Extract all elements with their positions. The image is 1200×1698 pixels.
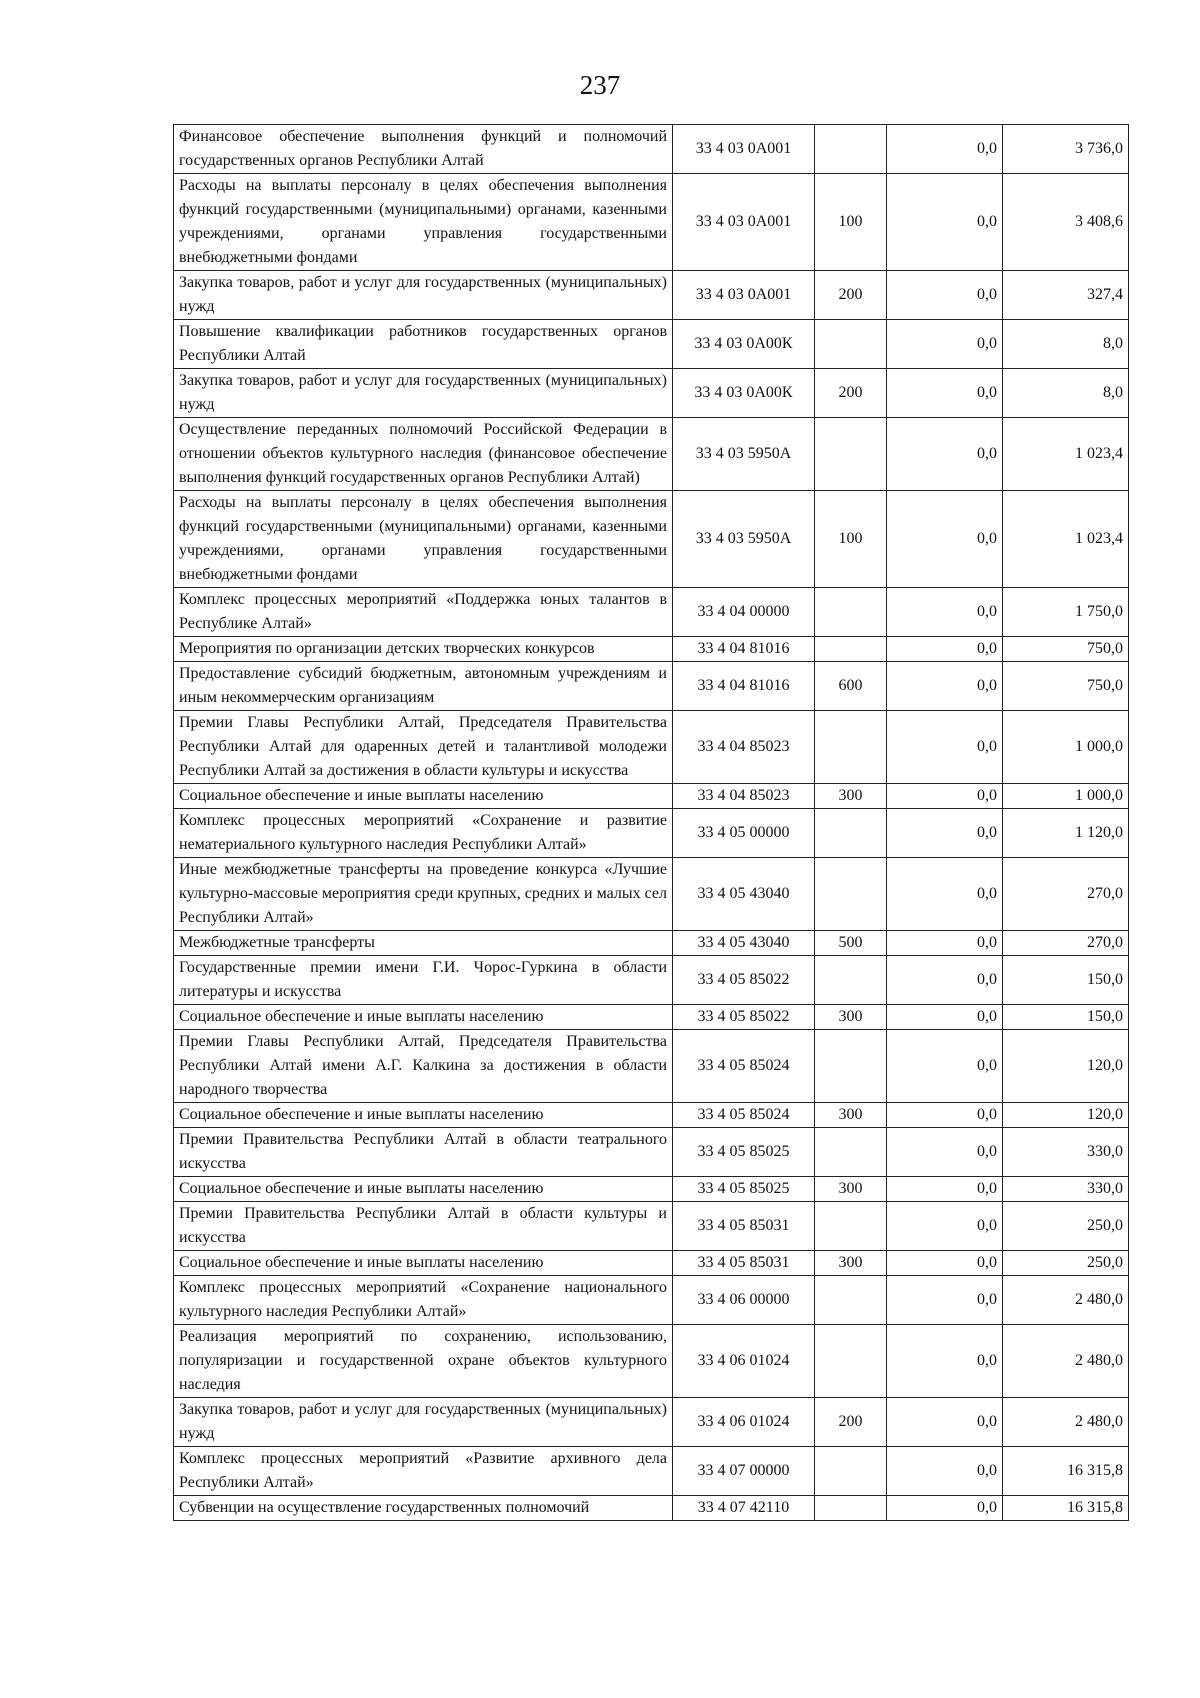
expense-type-cell <box>815 1325 887 1398</box>
target-code-cell: 33 4 04 81016 <box>673 637 815 662</box>
page-number: 237 <box>579 70 621 100</box>
amount-1-cell: 0,0 <box>887 271 1003 320</box>
expense-type-cell <box>815 418 887 491</box>
budget-table-body <box>174 125 1129 1521</box>
expense-name-cell: Повышение квалификации работников государственных органов Республики Алтай <box>174 320 673 369</box>
amount-2-cell: 1 120,0 <box>1003 809 1129 858</box>
expense-name-cell: Расходы на выплаты персоналу в целях обеспечения выполнения функций государственными (муниципальными) органами, казенными учреждениями, органами управления государственными внебюджетными фондами <box>174 174 673 271</box>
amount-2-cell: 3 736,0 <box>1003 125 1129 174</box>
target-code-cell: 33 4 05 85025 <box>673 1177 815 1202</box>
amount-1-cell: 0,0 <box>887 1202 1003 1251</box>
target-code-cell: 33 4 06 00000 <box>673 1276 815 1325</box>
table-row <box>174 956 1129 1005</box>
amount-1-cell: 0,0 <box>887 637 1003 662</box>
table-row <box>174 858 1129 931</box>
target-code-cell: 33 4 05 43040 <box>673 931 815 956</box>
amount-2-cell: 8,0 <box>1003 369 1129 418</box>
table-row <box>174 662 1129 711</box>
target-code-cell: 33 4 05 85031 <box>673 1251 815 1276</box>
expense-name-cell: Закупка товаров, работ и услуг для государственных (муниципальных) нужд <box>174 271 673 320</box>
expense-type-cell: 300 <box>815 1103 887 1128</box>
amount-1-cell: 0,0 <box>887 491 1003 588</box>
expense-type-cell <box>815 956 887 1005</box>
expense-type-cell <box>815 1030 887 1103</box>
expense-type-cell: 300 <box>815 784 887 809</box>
expense-name-cell: Социальное обеспечение и иные выплаты населению <box>174 1251 673 1276</box>
expense-name-cell: Комплекс процессных мероприятий «Поддержка юных талантов в Республике Алтай» <box>174 588 673 637</box>
expense-name-cell: Субвенции на осуществление государственных полномочий <box>174 1496 673 1521</box>
target-code-cell: 33 4 03 0А00К <box>673 369 815 418</box>
amount-2-cell: 270,0 <box>1003 858 1129 931</box>
table-row <box>174 784 1129 809</box>
expense-type-cell: 500 <box>815 931 887 956</box>
table-row <box>174 1005 1129 1030</box>
expense-name-cell: Иные межбюджетные трансферты на проведение конкурса «Лучшие культурно-массовые мероприятия среди крупных, средних и малых сел Республики Алтай» <box>174 858 673 931</box>
target-code-cell: 33 4 04 81016 <box>673 662 815 711</box>
expense-type-cell <box>815 711 887 784</box>
table-row <box>174 1398 1129 1447</box>
amount-1-cell: 0,0 <box>887 1005 1003 1030</box>
amount-1-cell: 0,0 <box>887 1251 1003 1276</box>
expense-name-cell: Комплекс процессных мероприятий «Сохранение и развитие нематериального культурного наследия Республики Алтай» <box>174 809 673 858</box>
amount-1-cell: 0,0 <box>887 931 1003 956</box>
amount-2-cell: 250,0 <box>1003 1251 1129 1276</box>
table-row <box>174 1128 1129 1177</box>
expense-type-cell <box>815 637 887 662</box>
amount-1-cell: 0,0 <box>887 369 1003 418</box>
amount-2-cell: 1 023,4 <box>1003 491 1129 588</box>
expense-type-cell: 100 <box>815 174 887 271</box>
amount-1-cell: 0,0 <box>887 320 1003 369</box>
target-code-cell: 33 4 07 00000 <box>673 1447 815 1496</box>
amount-1-cell: 0,0 <box>887 662 1003 711</box>
table-row <box>174 931 1129 956</box>
table-row <box>174 125 1129 174</box>
amount-1-cell: 0,0 <box>887 1030 1003 1103</box>
table-row <box>174 1177 1129 1202</box>
table-row <box>174 809 1129 858</box>
target-code-cell: 33 4 05 85025 <box>673 1128 815 1177</box>
expense-name-cell: Комплекс процессных мероприятий «Сохранение национального культурного наследия Республики Алтай» <box>174 1276 673 1325</box>
target-code-cell: 33 4 05 85024 <box>673 1030 815 1103</box>
table-row <box>174 1030 1129 1103</box>
expense-name-cell: Финансовое обеспечение выполнения функций и полномочий государственных органов Республики Алтай <box>174 125 673 174</box>
table-row <box>174 1496 1129 1521</box>
amount-1-cell: 0,0 <box>887 1276 1003 1325</box>
expense-name-cell: Закупка товаров, работ и услуг для государственных (муниципальных) нужд <box>174 1398 673 1447</box>
table-row <box>174 1447 1129 1496</box>
table-row <box>174 1251 1129 1276</box>
amount-2-cell: 750,0 <box>1003 637 1129 662</box>
target-code-cell: 33 4 03 0А001 <box>673 174 815 271</box>
table-row <box>174 711 1129 784</box>
table-row <box>174 588 1129 637</box>
amount-2-cell: 150,0 <box>1003 1005 1129 1030</box>
target-code-cell: 33 4 05 85031 <box>673 1202 815 1251</box>
expense-type-cell: 100 <box>815 491 887 588</box>
target-code-cell: 33 4 04 00000 <box>673 588 815 637</box>
table-row <box>174 1103 1129 1128</box>
expense-type-cell: 200 <box>815 1398 887 1447</box>
amount-1-cell: 0,0 <box>887 1496 1003 1521</box>
amount-2-cell: 16 315,8 <box>1003 1447 1129 1496</box>
target-code-cell: 33 4 05 43040 <box>673 858 815 931</box>
amount-2-cell: 2 480,0 <box>1003 1325 1129 1398</box>
expense-name-cell: Расходы на выплаты персоналу в целях обеспечения выполнения функций государственными (муниципальными) органами, казенными учреждениями, органами управления государственными внебюджетными фондами <box>174 491 673 588</box>
expense-name-cell: Премии Правительства Республики Алтай в области театрального искусства <box>174 1128 673 1177</box>
expense-type-cell <box>815 1447 887 1496</box>
expense-name-cell: Мероприятия по организации детских творческих конкурсов <box>174 637 673 662</box>
expense-type-cell <box>815 858 887 931</box>
target-code-cell: 33 4 07 42110 <box>673 1496 815 1521</box>
amount-1-cell: 0,0 <box>887 956 1003 1005</box>
expense-type-cell: 300 <box>815 1005 887 1030</box>
expense-type-cell <box>815 1276 887 1325</box>
amount-1-cell: 0,0 <box>887 711 1003 784</box>
target-code-cell: 33 4 03 0А001 <box>673 271 815 320</box>
table-row <box>174 369 1129 418</box>
amount-2-cell: 2 480,0 <box>1003 1276 1129 1325</box>
expense-type-cell <box>815 125 887 174</box>
amount-2-cell: 16 315,8 <box>1003 1496 1129 1521</box>
expense-name-cell: Социальное обеспечение и иные выплаты населению <box>174 1177 673 1202</box>
target-code-cell: 33 4 03 0А00К <box>673 320 815 369</box>
expense-name-cell: Премии Главы Республики Алтай, Председателя Правительства Республики Алтай для одаренных детей и талантливой молодежи Республики Алтай за достижения в области культуры и искусства <box>174 711 673 784</box>
expense-name-cell: Межбюджетные трансферты <box>174 931 673 956</box>
amount-2-cell: 150,0 <box>1003 956 1129 1005</box>
table-row <box>174 1325 1129 1398</box>
expense-name-cell: Премии Правительства Республики Алтай в области культуры и искусства <box>174 1202 673 1251</box>
expense-name-cell: Предоставление субсидий бюджетным, автономным учреждениям и иным некоммерческим организациям <box>174 662 673 711</box>
target-code-cell: 33 4 03 5950А <box>673 491 815 588</box>
target-code-cell: 33 4 05 00000 <box>673 809 815 858</box>
expense-name-cell: Государственные премии имени Г.И. Чорос-Гуркина в области литературы и искусства <box>174 956 673 1005</box>
amount-2-cell: 330,0 <box>1003 1128 1129 1177</box>
expense-type-cell: 200 <box>815 271 887 320</box>
expense-type-cell <box>815 1202 887 1251</box>
amount-1-cell: 0,0 <box>887 418 1003 491</box>
amount-1-cell: 0,0 <box>887 1325 1003 1398</box>
amount-2-cell: 120,0 <box>1003 1030 1129 1103</box>
amount-2-cell: 1 000,0 <box>1003 784 1129 809</box>
expense-name-cell: Осуществление переданных полномочий Российской Федерации в отношении объектов культурного наследия (финансовое обеспечение выполнения функций государственных органов Республики Алтай) <box>174 418 673 491</box>
target-code-cell: 33 4 03 5950А <box>673 418 815 491</box>
amount-2-cell: 1 000,0 <box>1003 711 1129 784</box>
amount-1-cell: 0,0 <box>887 784 1003 809</box>
amount-1-cell: 0,0 <box>887 858 1003 931</box>
target-code-cell: 33 4 05 85022 <box>673 956 815 1005</box>
expense-type-cell: 300 <box>815 1177 887 1202</box>
expense-name-cell: Комплекс процессных мероприятий «Развитие архивного дела Республики Алтай» <box>174 1447 673 1496</box>
amount-1-cell: 0,0 <box>887 125 1003 174</box>
amount-2-cell: 8,0 <box>1003 320 1129 369</box>
expense-type-cell <box>815 320 887 369</box>
expense-type-cell: 200 <box>815 369 887 418</box>
amount-1-cell: 0,0 <box>887 1177 1003 1202</box>
target-code-cell: 33 4 04 85023 <box>673 711 815 784</box>
target-code-cell: 33 4 06 01024 <box>673 1325 815 1398</box>
expense-name-cell: Премии Главы Республики Алтай, Председателя Правительства Республики Алтай имени А.Г. Калкина за достижения в области народного творчества <box>174 1030 673 1103</box>
target-code-cell: 33 4 03 0А001 <box>673 125 815 174</box>
table-row <box>174 271 1129 320</box>
amount-1-cell: 0,0 <box>887 1447 1003 1496</box>
expense-name-cell: Социальное обеспечение и иные выплаты населению <box>174 784 673 809</box>
amount-1-cell: 0,0 <box>887 588 1003 637</box>
expense-type-cell: 600 <box>815 662 887 711</box>
amount-2-cell: 120,0 <box>1003 1103 1129 1128</box>
table-row <box>174 418 1129 491</box>
table-row <box>174 1276 1129 1325</box>
amount-2-cell: 327,4 <box>1003 271 1129 320</box>
table-row <box>174 174 1129 271</box>
amount-2-cell: 250,0 <box>1003 1202 1129 1251</box>
expense-type-cell <box>815 1128 887 1177</box>
amount-1-cell: 0,0 <box>887 1128 1003 1177</box>
target-code-cell: 33 4 04 85023 <box>673 784 815 809</box>
amount-1-cell: 0,0 <box>887 1398 1003 1447</box>
budget-table <box>173 124 1129 1521</box>
expense-type-cell <box>815 809 887 858</box>
amount-2-cell: 750,0 <box>1003 662 1129 711</box>
expense-name-cell: Закупка товаров, работ и услуг для государственных (муниципальных) нужд <box>174 369 673 418</box>
table-row <box>174 637 1129 662</box>
amount-2-cell: 2 480,0 <box>1003 1398 1129 1447</box>
expense-type-cell <box>815 1496 887 1521</box>
expense-type-cell <box>815 588 887 637</box>
amount-2-cell: 270,0 <box>1003 931 1129 956</box>
amount-2-cell: 330,0 <box>1003 1177 1129 1202</box>
amount-2-cell: 1 750,0 <box>1003 588 1129 637</box>
target-code-cell: 33 4 05 85024 <box>673 1103 815 1128</box>
amount-1-cell: 0,0 <box>887 1103 1003 1128</box>
target-code-cell: 33 4 05 85022 <box>673 1005 815 1030</box>
amount-2-cell: 3 408,6 <box>1003 174 1129 271</box>
amount-2-cell: 1 023,4 <box>1003 418 1129 491</box>
amount-1-cell: 0,0 <box>887 809 1003 858</box>
target-code-cell: 33 4 06 01024 <box>673 1398 815 1447</box>
table-row <box>174 1202 1129 1251</box>
amount-1-cell: 0,0 <box>887 174 1003 271</box>
expense-name-cell: Социальное обеспечение и иные выплаты населению <box>174 1005 673 1030</box>
table-row <box>174 491 1129 588</box>
expense-name-cell: Социальное обеспечение и иные выплаты населению <box>174 1103 673 1128</box>
table-row <box>174 320 1129 369</box>
expense-type-cell: 300 <box>815 1251 887 1276</box>
expense-name-cell: Реализация мероприятий по сохранению, использованию, популяризации и государственной охране объектов культурного наследия <box>174 1325 673 1398</box>
